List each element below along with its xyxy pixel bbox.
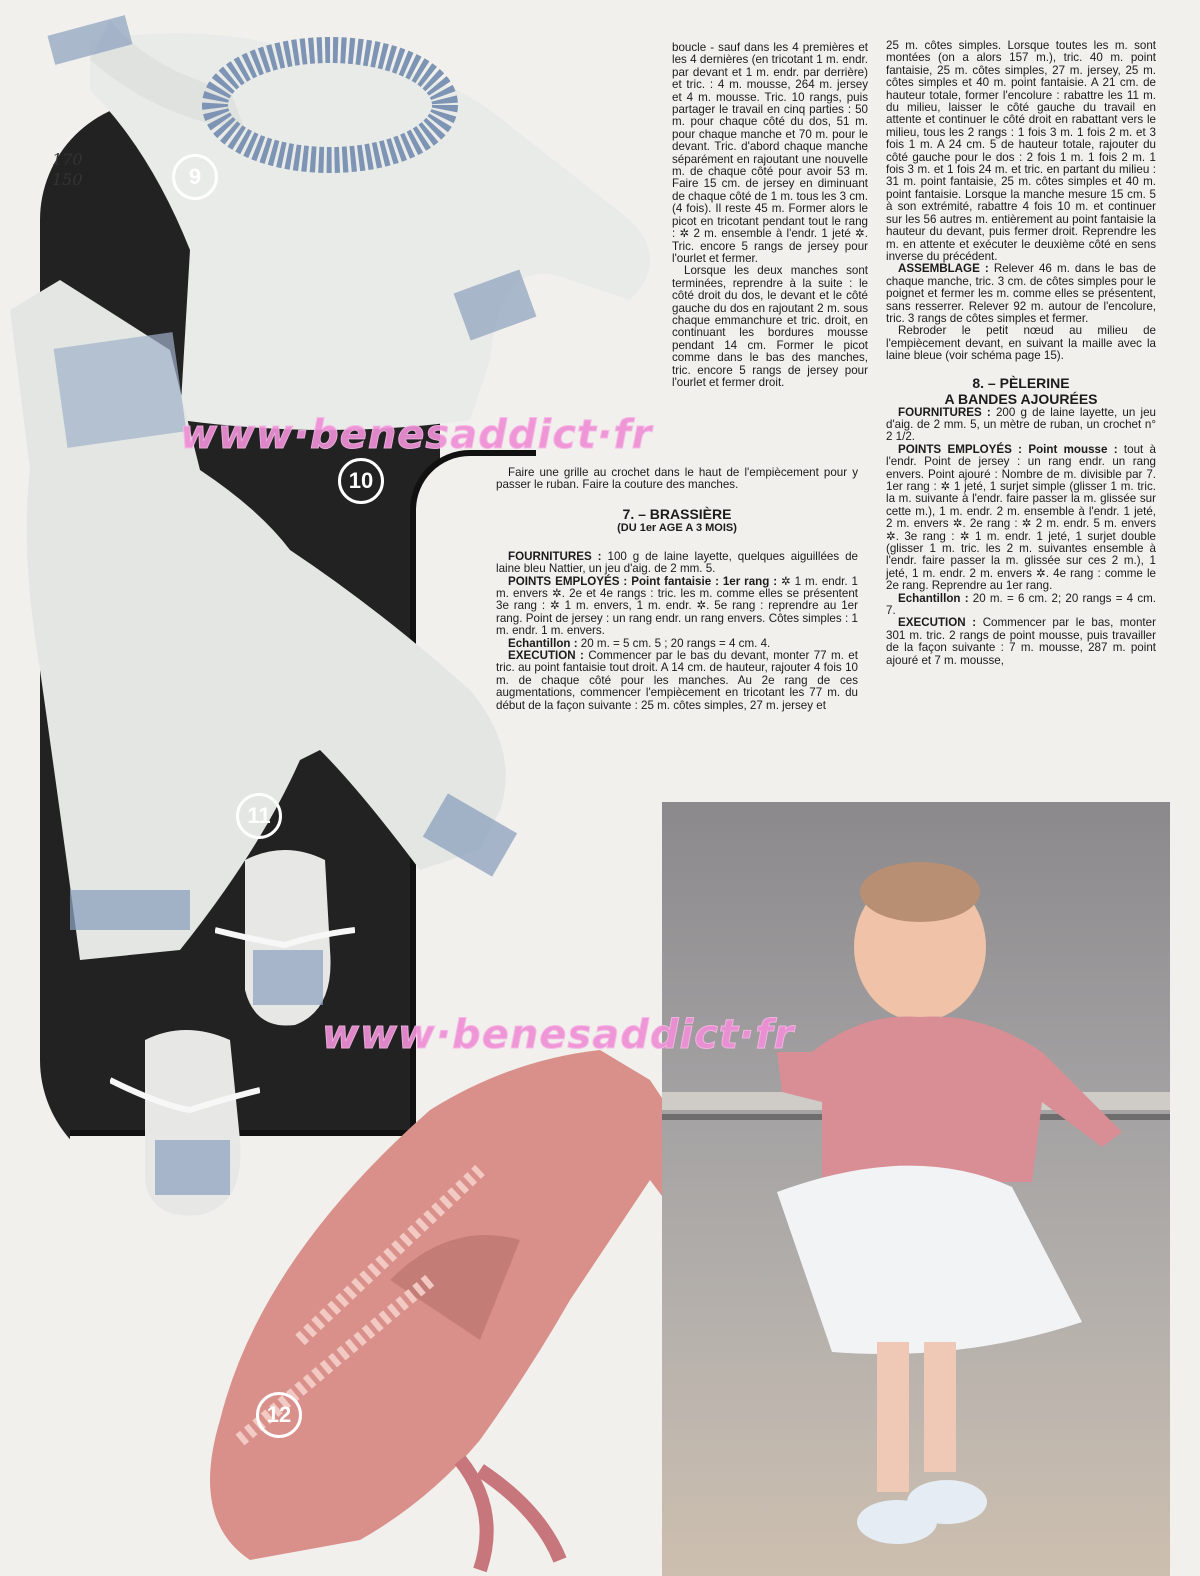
handwritten-note (52, 150, 102, 190)
text: 20 m. = 5 cm. 5 ; 20 rangs = 4 cm. 4. (580, 636, 771, 650)
photo-number-12: 12 (256, 1392, 302, 1438)
paragraph: Faire une grille au crochet dans le haut de l'empiècement pour y passer le ruban. Faire la couture des manches. (496, 466, 858, 492)
paragraph (496, 551, 858, 576)
section-7-title: 7. – BRASSIÈRE (622, 505, 732, 522)
label: POINTS EMPLOYÉS : Point fantaisie : 1er rang : (508, 574, 778, 588)
photo-number-10: 10 (338, 458, 384, 504)
paragraph (886, 263, 1156, 325)
text: ✲ 1 m. endr. 1 m. envers ✲. 2e et 4e rangs : tric. les m. comme elles se présentent 3e rang : ✲ 1 m. envers, 1 m. endr. ✲. 5e rang : reprendre au 1er rang. Point de jersey : un rang endr. un rang envers. Côtes simples : 1 m. endr. 1 m. envers. (496, 574, 858, 638)
baby-photo (662, 802, 1170, 1576)
section-7-subtitle: (DU 1er AGE A 3 MOIS) (617, 521, 737, 534)
watermark: www·benesaddict·fr (322, 1012, 795, 1058)
text: Commencer par le bas, monter 301 m. tric. 2 rangs de point mousse, puis travailler de la façon suivante : 7 m. mousse, 287 m. point ajouré et 7 m. mousse, (886, 616, 1156, 667)
text: Relever 46 m. dans le bas de chaque manche, tric. 3 cm. de côtes simples pour le poignet et fermer les m. comme elles se présentent, sans resserrer. Relever 92 m. autour de l'encolure, tric. 3 rangs de côtes simples et fermer. (886, 262, 1156, 325)
text: Commencer par le bas du devant, monter 77 m. et tric. au point fantaisie tout droit. A 14 cm. de hauteur, rajouter 4 fois 10 m. de chaque côté pour les manches. Au 2e rang de ces augmentations, commencer l'empiècement en tricotant les 77 m. du début de la façon suivante : 25 m. côtes simples, 27 m. jersey et (496, 649, 858, 712)
label: EXECUTION : (898, 616, 977, 630)
paragraph (886, 617, 1156, 667)
text: 200 g de laine layette, un jeu d'aig. de 2 mm. 5, un mètre de ruban, un crochet n° 2 1/2. (886, 405, 1156, 444)
watermark: www·benesaddict·fr (180, 412, 653, 458)
text: 20 m. = 6 cm. 2; 20 rangs = 4 cm. 7. (886, 591, 1157, 618)
label: ASSEMBLAGE : (898, 262, 989, 276)
text-column-c (496, 467, 858, 712)
text-column-a (672, 42, 868, 389)
handwritten-number: 150 (52, 170, 83, 189)
paragraph (886, 593, 1156, 618)
label: EXECUTION : (508, 649, 584, 663)
label: POINTS EMPLOYÉS : Point mousse : (898, 442, 1118, 456)
section-8-title: A BANDES AJOURÉES (944, 390, 1098, 407)
label: Echantillon : (898, 591, 969, 605)
baby-illustration (662, 802, 1170, 1576)
section-8-title: 8. – PÈLERINE (972, 374, 1070, 391)
cardigan-photo (180, 1040, 740, 1576)
paragraph: 25 m. côtes simples. Lorsque toutes les m. sont montées (on a alors 157 m.), tric. 40 m. point fantaisie, 25 m. côtes simples, 27 m. jersey, 25 m. côtes simples et 40 m. point fantaisie. A 21 cm. de hauteur totale, former l'encolure : rabattre les 11 m. du milieu, laisser le côté gauche du travail en attente et continuer le côté droit en rabattant vers le milieu, tous les 2 rangs : 1 fois 3 m. 1 fois 2 m. et 3 fois 1 m. A 24 cm. 5 de hauteur totale, rajouter du côté gauche pour le dos : 2 fois 1 m. 1 fois 2 m. 1 fois 3 m. et 1 fois 24 m. et tric. en partant du milieu : 31 m. point fantaisie, 25 m. côtes simples et 40 m. point fantaisie. Lorsque la manche mesure 15 cm. 5 à son extrémité, rabattre 4 fois 10 m. et continuer sur les 56 autres m. entièrement au point fantaisie la hauteur du devant, puis fermer droit. Reprendre les m. en attente et exécuter le deuxième côté en sens inverse du précédent. (886, 39, 1156, 263)
text: 100 g de laine layette, quelques aiguillées de laine bleu Nattier, un jeu d'aig. de 2 mm. 5. (496, 549, 858, 576)
paragraph (886, 444, 1156, 593)
photo-number-9: 9 (172, 154, 218, 200)
label: Echantillon : (508, 636, 578, 650)
handwritten-number: 170 (52, 150, 83, 169)
photo-number-11: 11 (236, 793, 282, 839)
paragraph: boucle - sauf dans les 4 premières et les 4 dernières (en tricotant 1 m. endr. par devant et 1 m. endr. par derrière) et tric. : 4 m. mousse, 264 m. jersey et 4 m. mousse. Tric. 10 rangs, puis partager le travail en cinq parties : 50 m. pour chaque côté du dos, 51 m. pour chaque manche et 70 m. pour le devant. Tric. d'abord chaque manche séparément en rajoutant une nouvelle m. de chaque côté pour avoir 53 m. Faire 15 cm. de jersey en diminuant de chaque côté de 1 m. tous les 3 cm. (4 fois). Il reste 45 m. Former alors le picot en tricotant pendant tout le rang : ✲ 2 m. ensemble à l'endr. 1 jeté ✲. Tric. encore 5 rangs de jersey pour l'ourlet et fermer. (672, 41, 868, 265)
paragraph (496, 650, 858, 712)
paragraph: Rebroder le petit nœud au milieu de l'empiècement devant, en suivant la maille avec la laine bleue (voir schéma page 15). (886, 324, 1156, 363)
bootie-photo (215, 840, 355, 1030)
label: FOURNITURES : (508, 549, 602, 563)
text: tout à l'endr. Point de jersey : un rang endr. un rang envers. Point ajouré : Nombre de m. divisible par 7. 1er rang : ✲ 1 jeté, 1 surjet simple (glisser 1 m. tric. la m. suivante à l'endr. faire passer la m. glissée sur cette m.), 1 m. endr. 2 m. ensemble à l'endr. 1 jeté, 2 m. envers ✲. 2e rang : ✲ 2 m. endr. 5 m. envers ✲. 3e rang : ✲ 1 m. endr. 1 jeté, 1 surjet double (glisser 1 m. tric. les 2 m. suivantes ensemble à l'endr. faire passer la m. glissée sur ces 2 m.), 1 jeté, 1 m. endr. 2 m. envers ✲. 4e rang : comme le 2e rang. Reprendre au 1er rang. (886, 442, 1156, 593)
paragraph (496, 576, 858, 638)
label: FOURNITURES : (898, 405, 991, 419)
paragraph (886, 407, 1156, 444)
text-column-b (886, 40, 1156, 667)
paragraph: Lorsque les deux manches sont terminées, reprendre à la suite : le côté droit du dos, le devant et le côté gauche du dos en rajoutant 2 m. sous chaque emmanchure et tric. droit, en continuant les bordures mousse pendant 14 cm. Former le picot comme dans le bas des manches, tric. encore 5 rangs de jersey pour l'ourlet et fermer droit. (672, 264, 868, 389)
